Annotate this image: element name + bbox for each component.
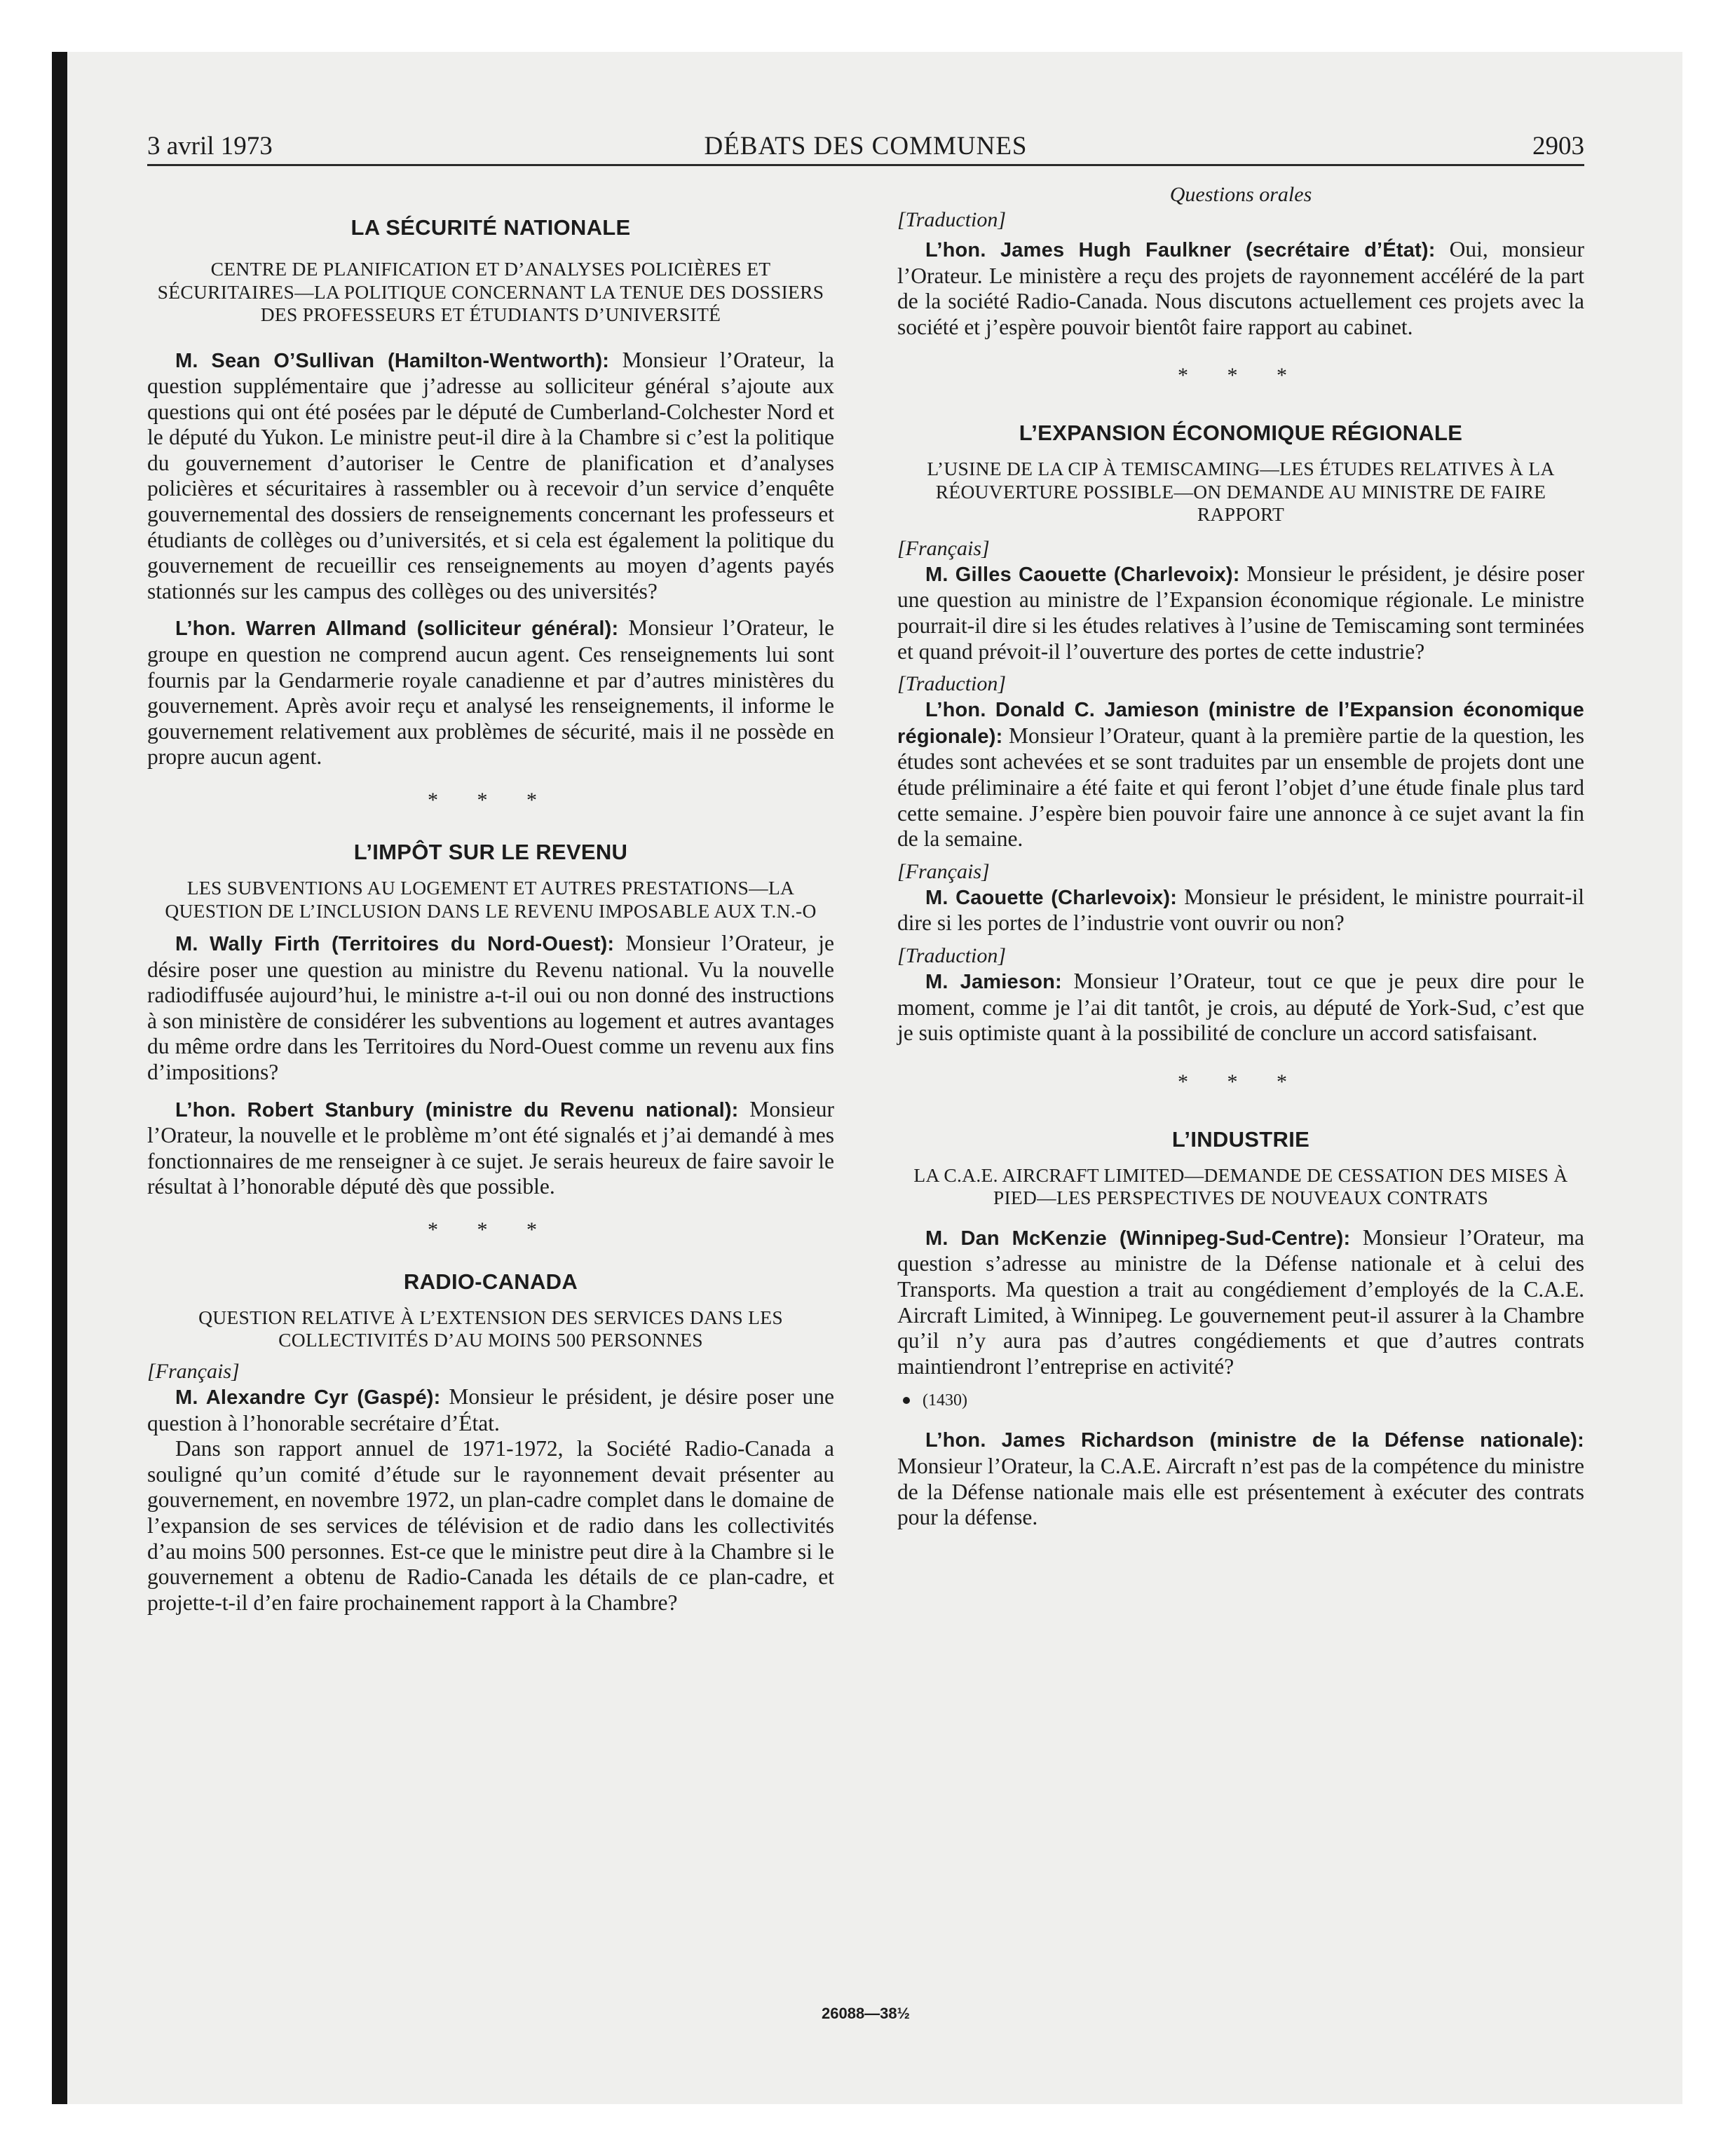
speech-text: Oui, monsieur l’Orateur. Le ministère a reçu des projets de rayonnement accéléré de la part de la société Radio-Canada. Nous discutons actuellement ces projets avec la société et j’espère pouvoir bientôt faire rapport au cabinet. — [897, 237, 1584, 339]
speech-paragraph — [147, 1097, 834, 1200]
speech-paragraph — [897, 885, 1584, 936]
running-head: Questions orales — [1169, 183, 1312, 206]
language-note: [Français] — [147, 1359, 240, 1383]
section-title: L’EXPANSION ÉCONOMIQUE RÉGIONALE — [1019, 421, 1463, 446]
right-column — [897, 182, 1584, 1531]
speech-paragraph — [897, 237, 1584, 340]
left-column — [147, 182, 834, 1616]
language-note: [Traduction] — [897, 208, 1007, 231]
speech-paragraph — [147, 1384, 834, 1436]
header-page-number: 2903 — [1532, 132, 1584, 161]
header-title: DÉBATS DES COMMUNES — [704, 132, 1028, 161]
section-subtitle: LA C.A.E. AIRCRAFT LIMITED—DEMANDE DE CESSATION DES MISES À PIED—LES PERSPECTIVES DE NOUVEAUX CONTRATS — [913, 1164, 1568, 1209]
speech-paragraph — [897, 1427, 1584, 1530]
speech-text: Monsieur l’Orateur, le groupe en question ne comprend aucun agent. Ces renseignements lui sont fournis par la Gendarmerie royale canadienne et par d’autres ministères du gouvernement. Après avoir reçu et analysé les renseignements, il informe le gouvernement relativement aux problèmes de sécurité, mais il ne possède en propre aucun agent. — [147, 615, 834, 770]
header-date: 3 avril 1973 — [147, 132, 273, 161]
section-separator: * * * — [428, 1217, 554, 1241]
language-note: [Traduction] — [897, 672, 1007, 696]
section-subtitle: LES SUBVENTIONS AU LOGEMENT ET AUTRES PRESTATIONS—LA QUESTION DE L’INCLUSION DANS LE REVENU IMPOSABLE AUX T.N.-O — [165, 877, 817, 922]
scan-left-edge — [52, 52, 67, 2104]
section-subtitle: L’USINE DE LA CIP À TEMISCAMING—LES ÉTUDES RELATIVES À LA RÉOUVERTURE POSSIBLE—ON DEMANDE AU MINISTRE DE FAIRE RAPPORT — [927, 458, 1555, 526]
speech-paragraph — [147, 348, 834, 605]
speaker-name: L’hon. Robert Stanbury (ministre du Revenu national): — [175, 1098, 739, 1121]
speech-paragraph — [147, 931, 834, 1086]
speaker-name: M. Caouette (Charlevoix): — [925, 886, 1178, 909]
speech-paragraph — [897, 969, 1584, 1046]
section-title: L’IMPÔT SUR LE REVENU — [353, 840, 628, 864]
speaker-name: L’hon. James Richardson (ministre de la Défense nationale): — [925, 1429, 1584, 1452]
speech-text: Monsieur l’Orateur, tout ce que je peux dire pour le moment, comme je l’ai dit tantôt, je crois, au député de York-Sud, c’est que je suis optimiste quant à la possibilité de conclure un accord satisfaisant. — [897, 969, 1584, 1046]
speech-text: Monsieur le président, je désire poser une question au ministre de l’Expansion économique régionale. Le ministre pourrait-il dire si les études relatives à l’usine de Temiscaming sont terminées et quand prévoit-il l’ouverture des portes de cette industrie? — [897, 561, 1584, 664]
speech-text: Monsieur l’Orateur, la C.A.E. Aircraft n’est pas de la compétence du ministre de la Défense nationale mais elle est présentement à exécuter des contrats pour la défense. — [897, 1453, 1584, 1530]
speaker-name: L’hon. Donald C. Jamieson (ministre de l’Expansion économique régionale): — [897, 699, 1584, 748]
running-header — [147, 132, 1584, 166]
section-subtitle: QUESTION RELATIVE À L’EXTENSION DES SERVICES DANS LES COLLECTIVITÉS D’AU MOINS 500 PERSONNES — [198, 1306, 783, 1351]
section-title: RADIO-CANADA — [403, 1269, 578, 1294]
speaker-name: L’hon. Warren Allmand (solliciteur général): — [175, 618, 619, 641]
time-marker-text: (1430) — [923, 1391, 967, 1410]
time-marker — [897, 1389, 1584, 1412]
speech-text: Monsieur l’Orateur, la nouvelle et le problème m’ont été signalés et j’ai demandé à mes fonctionnaires de me renseigner à ce sujet. Je serais heureux de faire savoir le résultat à l’honorable député dès que possible. — [147, 1096, 834, 1199]
section-title: L’INDUSTRIE — [1171, 1126, 1310, 1152]
speech-text: Monsieur l’Orateur, je désire poser une question au ministre du Revenu national. Vu la nouvelle radiodiffusée aujourd’hui, le ministre a-t-il oui ou non donné des instructions à son ministère de considérer les subventions au logement et autres avantages du même ordre dans les Territoires du Nord-Ouest comme un revenu aux fins d’impositions? — [147, 931, 834, 1084]
speech-paragraph — [897, 1225, 1584, 1380]
speech-text: Monsieur l’Orateur, ma question s’adresse au ministre de la Défense nationale et à celui des Transports. Ma question a trait au congédiement d’employés de la C.A.E. Aircraft Limited, à Winnipeg. Le gouvernement peut-il assurer à la Chambre qu’il n’y aura pas d’autres congédiements et que d’autres contrats maintiendront l’entreprise en activité? — [897, 1224, 1584, 1379]
speaker-name: M. Gilles Caouette (Charlevoix): — [925, 563, 1240, 586]
section-title: LA SÉCURITÉ NATIONALE — [351, 215, 631, 240]
language-note: [Traduction] — [897, 944, 1007, 967]
speaker-name: M. Sean O’Sullivan (Hamilton-Wentworth): — [175, 349, 610, 372]
speaker-name: M. Jamieson: — [925, 971, 1062, 993]
speech-paragraph: Dans son rapport annuel de 1971-1972, la Société Radio-Canada a souligné qu’un comité d’étude sur le rayonnement devait présenter au gouvernement, en novembre 1972, un plan-cadre complet dans le domaine de l’expansion de ses services de télévision et de radio dans les collectivités d’au moins 500 personnes. Est-ce que le ministre peut dire à la Chambre si le gouvernement a obtenu de Radio-Canada les détails de ce plan-cadre, et projette-t-il d’en faire prochainement rapport à la Chambre? — [147, 1436, 834, 1615]
section-separator: * * * — [1178, 364, 1304, 388]
section-separator: * * * — [428, 789, 554, 812]
speech-text: Monsieur le président, le ministre pourrait-il dire si les portes de l’industrie vont ouvrir ou non? — [897, 884, 1584, 936]
language-note: [Français] — [897, 859, 990, 883]
speech-paragraph — [897, 697, 1584, 852]
speech-text: Monsieur l’Orateur, quant à la première partie de la question, les études sont achevées et se sont traduites par un ensemble de projets dont une étude préliminaire a été faite et qui feront l’objet d’une étude finale plus tard cette semaine. J’espère bien pouvoir faire une annonce à ce sujet avant la fin de la semaine. — [897, 723, 1584, 852]
bullet-icon — [903, 1397, 910, 1404]
speaker-name: M. Dan McKenzie (Winnipeg-Sud-Centre): — [925, 1227, 1351, 1250]
speech-text: Monsieur le président, je désire poser une question à l’honorable secrétaire d’État. — [147, 1384, 835, 1435]
section-subtitle: CENTRE DE PLANIFICATION ET D’ANALYSES POLICIÈRES ET SÉCURITAIRES—LA POLITIQUE CONCERNANT LA TENUE DES DOSSIERS DES PROFESSEURS ET ÉTUDIANTS D’UNIVERSITÉ — [157, 258, 824, 325]
speech-text: Monsieur l’Orateur, la question supplémentaire que j’adresse au solliciteur général s’ajoute aux questions qui ont été posées par le député de Cumberland-Colchester Nord et le député du Yukon. Le ministre peut-il dire à la Chambre si c’est la politique du gouvernement d’autoriser le Centre de planification et d’analyses policières et sécuritaires à rassembler ou à recevoir d’un service d’enquête gouvernemental des dossiers de renseignements concernant les professeurs et étudiants de collèges ou d’universités, et si cela est également la politique du gouvernement de recueillir ces renseignements au moyen d’agents payés stationnés sur les campus des collèges ou des universités? — [147, 347, 834, 603]
section-separator: * * * — [1178, 1070, 1304, 1093]
page — [147, 126, 1584, 2075]
speech-paragraph — [147, 615, 834, 770]
language-note: [Français] — [897, 536, 990, 560]
speaker-name: M. Wally Firth (Territoires du Nord-Ouest): — [175, 933, 615, 955]
speech-paragraph — [897, 561, 1584, 664]
speaker-name: L’hon. James Hugh Faulkner (secrétaire d’État): — [925, 239, 1436, 261]
footer-code: 26088—38½ — [822, 2005, 910, 2022]
speaker-name: M. Alexandre Cyr (Gaspé): — [175, 1386, 441, 1409]
